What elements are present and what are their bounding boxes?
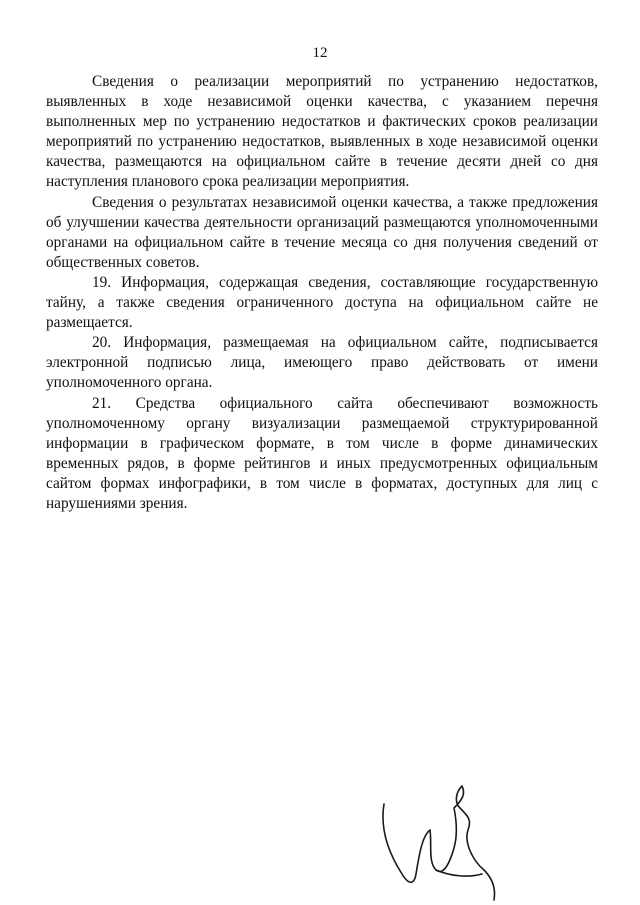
handwritten-signature (372, 778, 512, 903)
paragraph-results-info: Сведения о результатах независимой оценки качества, а также предложения об улучшении качества деятельности организаций размещаются уполномоченными органами на официальном сайте в течение месяца со дня получения сведений от общественных советов. (46, 193, 598, 271)
signature-stroke-main (383, 786, 495, 900)
paragraph-19-restricted-info: 19. Информация, содержащая сведения, составляющие государственную тайну, а также сведения ограниченного доступа на официальном сайте не размещается. (46, 273, 598, 332)
page-number: 12 (312, 45, 328, 61)
paragraph-20-electronic-signature: 20. Информация, размещаемая на официальном сайте, подписывается электронной подписью лица, имеющего право действовать от имени уполномоченного органа. (46, 334, 598, 392)
document-body (46, 72, 598, 514)
paragraph-21-visualization: 21. Средства официального сайта обеспечивают возможность уполномоченному органу визуализации размещаемой структурированной информации в графическом формате, в том числе в форме динамических временных рядов, в форме рейтингов и иных предусмотренных официальным сайтом формах инфографики, в том числе в форматах, доступных для лиц с нарушениями зрения. (46, 394, 598, 512)
paragraph-implementation-info: Сведения о реализации мероприятий по устранению недостатков, выявленных в ходе независимой оценки качества, с указанием перечня выполненных мер по устранению недостатков и фактических сроков реализации мероприятий по устранению недостатков, выявленных в ходе независимой оценки качества, размещаются на официальном сайте в течение десяти дней со дня наступления планового срока реализации мероприятия. (46, 73, 598, 191)
